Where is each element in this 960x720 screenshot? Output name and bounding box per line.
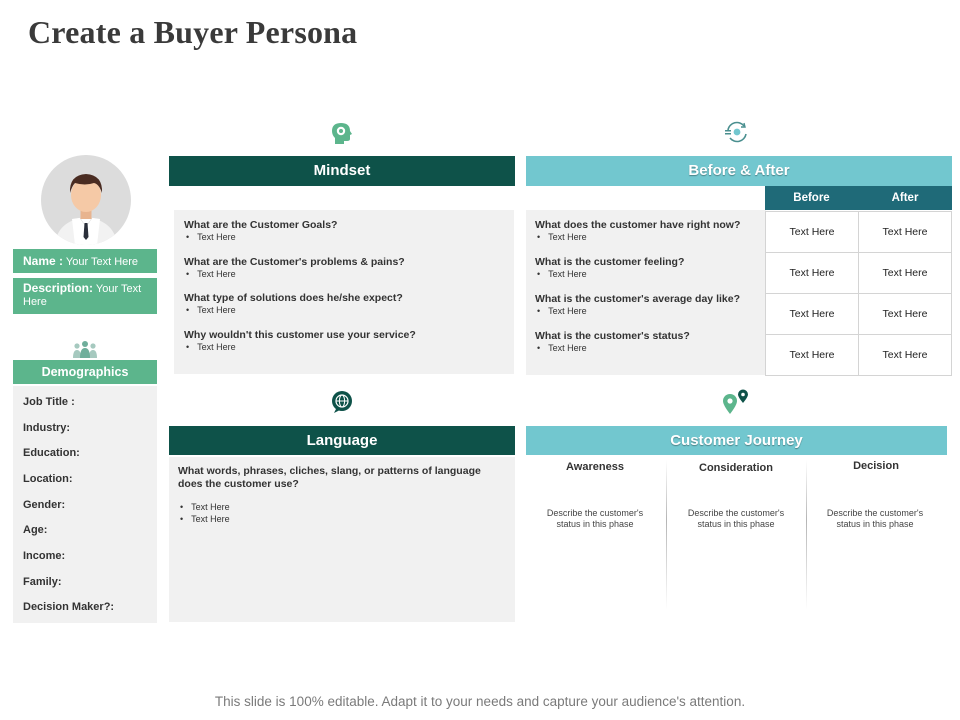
demo-job-title: Job Title : bbox=[23, 396, 75, 408]
phase-decision-desc: Describe the customer's status in this phase bbox=[826, 508, 924, 529]
before-after-header: Before & After bbox=[526, 156, 952, 186]
ba-question-4: What is the customer's status? bbox=[535, 330, 690, 342]
demo-age: Age: bbox=[23, 524, 48, 536]
before-cell-3[interactable]: Text Here bbox=[765, 293, 859, 335]
ba-answer-1: • Text Here bbox=[537, 232, 587, 242]
page-title: Create a Buyer Persona bbox=[28, 14, 358, 50]
demo-location: Location: bbox=[23, 473, 73, 485]
mindset-answer-2: • Text Here bbox=[186, 269, 236, 279]
phase-consideration-title: Consideration bbox=[699, 462, 773, 474]
demo-education: Education: bbox=[23, 447, 80, 459]
demographics-panel bbox=[13, 386, 157, 623]
language-answer-1: • Text Here bbox=[180, 502, 230, 512]
ba-answer-4: • Text Here bbox=[537, 343, 587, 353]
map-pins-icon bbox=[722, 389, 750, 420]
before-cell-1[interactable]: Text Here bbox=[765, 211, 859, 253]
after-column-header: After bbox=[858, 186, 952, 210]
phase-awareness-desc: Describe the customer's status in this phase bbox=[546, 508, 644, 529]
after-cell-2[interactable]: Text Here bbox=[858, 252, 952, 294]
language-answer-2: • Text Here bbox=[180, 514, 230, 524]
businessman-avatar-icon bbox=[41, 155, 131, 245]
customer-journey-header: Customer Journey bbox=[526, 426, 947, 455]
name-field[interactable] bbox=[13, 249, 157, 273]
before-column-header: Before bbox=[765, 186, 858, 210]
mindset-question-1: What are the Customer Goals? bbox=[184, 219, 338, 231]
after-cell-1[interactable]: Text Here bbox=[858, 211, 952, 253]
ba-question-1: What does the customer have right now? bbox=[535, 219, 741, 231]
after-cell-4[interactable]: Text Here bbox=[858, 334, 952, 376]
demo-income: Income: bbox=[23, 550, 66, 562]
head-gear-icon bbox=[331, 121, 353, 150]
language-header: Language bbox=[169, 426, 515, 455]
ba-answer-2: • Text Here bbox=[537, 269, 587, 279]
demo-decision-maker: Decision Maker?: bbox=[23, 601, 115, 613]
demographics-header: Demographics bbox=[13, 360, 157, 384]
mindset-panel bbox=[174, 210, 514, 374]
before-cell-4[interactable]: Text Here bbox=[765, 334, 859, 376]
phase-consideration-desc: Describe the customer's status in this phase bbox=[687, 508, 785, 529]
mindset-question-3: What type of solutions does he/she expect? bbox=[184, 292, 403, 304]
ba-answer-3: • Text Here bbox=[537, 306, 587, 316]
name-label: Name : bbox=[23, 254, 64, 268]
demo-family: Family: bbox=[23, 576, 62, 588]
phase-divider bbox=[806, 460, 807, 610]
ba-question-2: What is the customer feeling? bbox=[535, 256, 685, 268]
before-cell-2[interactable]: Text Here bbox=[765, 252, 859, 294]
phase-decision-title: Decision bbox=[853, 460, 899, 472]
after-cell-3[interactable]: Text Here bbox=[858, 293, 952, 335]
name-value: Your Text Here bbox=[65, 256, 139, 268]
mindset-answer-1: • Text Here bbox=[186, 232, 236, 242]
mindset-header: Mindset bbox=[169, 156, 515, 186]
footer-note: This slide is 100% editable. Adapt it to your needs and capture your audience's attention. bbox=[214, 694, 746, 709]
phase-divider bbox=[666, 460, 667, 610]
mindset-answer-3: • Text Here bbox=[186, 305, 236, 315]
demo-industry: Industry: bbox=[23, 422, 71, 434]
before-after-panel bbox=[526, 210, 766, 375]
mindset-question-4: Why wouldn't this customer use your service? bbox=[184, 329, 416, 341]
mindset-answer-4: • Text Here bbox=[186, 342, 236, 352]
speech-globe-icon bbox=[331, 390, 353, 419]
description-value: Your Text Here bbox=[23, 283, 142, 308]
demo-gender: Gender: bbox=[23, 499, 66, 511]
ba-question-3: What is the customer's average day like? bbox=[535, 293, 740, 305]
mindset-question-2: What are the Customer's problems & pains? bbox=[184, 256, 405, 268]
phase-awareness-title: Awareness bbox=[566, 461, 624, 473]
description-label: Description: bbox=[23, 281, 94, 295]
language-question: What words, phrases, cliches, slang, or patterns of language does the customer use? bbox=[178, 465, 481, 490]
language-panel bbox=[169, 457, 515, 622]
refresh-cycle-icon bbox=[724, 121, 750, 148]
description-field[interactable] bbox=[13, 278, 157, 314]
